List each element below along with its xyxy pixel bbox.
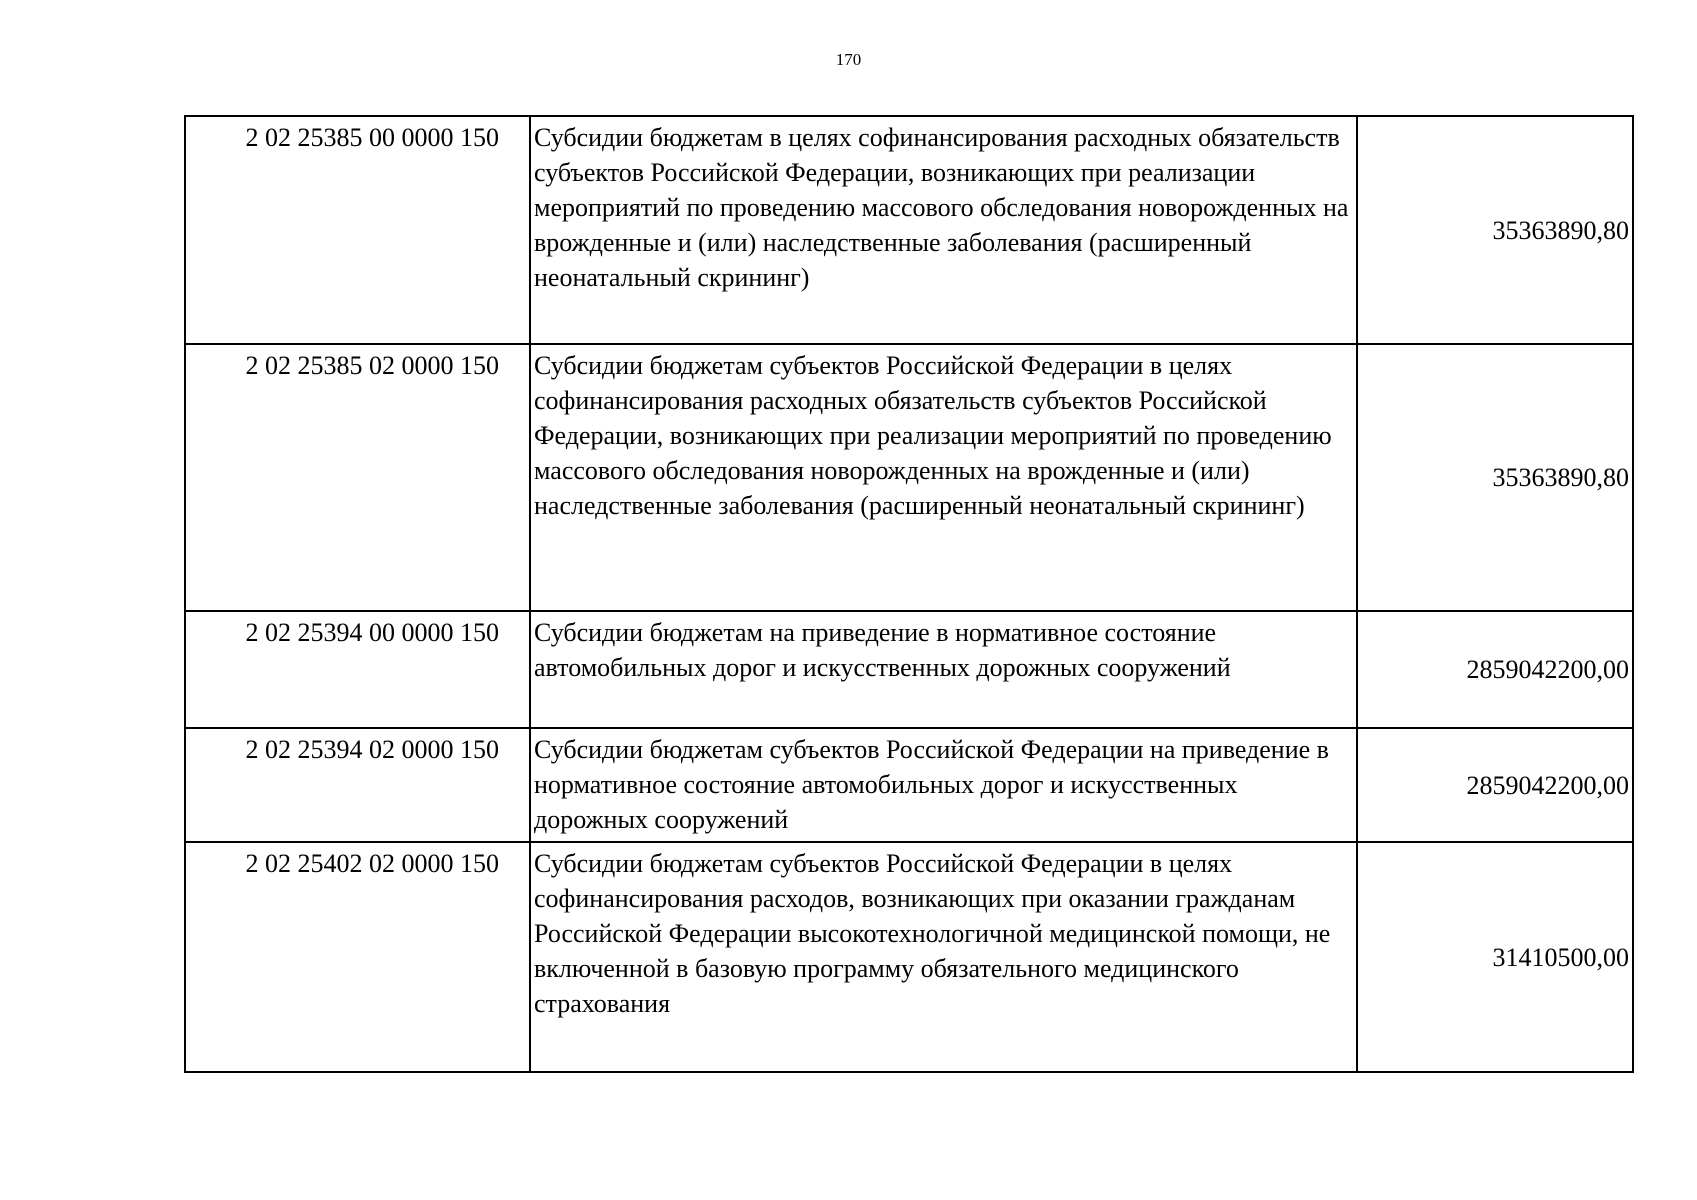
budget-code-cell: 2 02 25394 02 0000 150 (185, 728, 530, 842)
table-row (185, 116, 1633, 344)
description-cell: Субсидии бюджетам субъектов Российской Федерации в целях софинансирования расходов, возникающих при оказании гражданам Российской Федерации высокотехнологичной медицинской помощи, не включенной в базовую программу обязательного медицинского страхования (530, 842, 1357, 1072)
description-cell: Субсидии бюджетам на приведение в нормативное состояние автомобильных дорог и искусственных дорожных сооружений (530, 611, 1357, 728)
table-row (185, 611, 1633, 728)
description-cell: Субсидии бюджетам в целях софинансирования расходных обязательств субъектов Российской Федерации, возникающих при реализации мероприятий по проведению массового обследования новорожденных на врожденные и (или) наследственные заболевания (расширенный неонатальный скрининг) (530, 116, 1357, 344)
budget-code-cell: 2 02 25385 02 0000 150 (185, 344, 530, 611)
amount-cell: 35363890,80 (1357, 344, 1633, 611)
amount-cell: 2859042200,00 (1357, 728, 1633, 842)
table-row (185, 842, 1633, 1072)
amount-cell: 31410500,00 (1357, 842, 1633, 1072)
description-cell: Субсидии бюджетам субъектов Российской Федерации на приведение в нормативное состояние автомобильных дорог и искусственных дорожных сооружений (530, 728, 1357, 842)
table-row (185, 728, 1633, 842)
amount-cell: 2859042200,00 (1357, 611, 1633, 728)
page-number: 170 (835, 50, 862, 69)
budget-code-cell: 2 02 25385 00 0000 150 (185, 116, 530, 344)
budget-table (184, 115, 1634, 1073)
amount-cell: 35363890,80 (1357, 116, 1633, 344)
budget-code-cell: 2 02 25394 00 0000 150 (185, 611, 530, 728)
description-cell: Субсидии бюджетам субъектов Российской Федерации в целях софинансирования расходных обязательств субъектов Российской Федерации, возникающих при реализации мероприятий по проведению массового обследования новорожденных на врожденные и (или) наследственные заболевания (расширенный неонатальный скрининг) (530, 344, 1357, 611)
table-row (185, 344, 1633, 611)
budget-code-cell: 2 02 25402 02 0000 150 (185, 842, 530, 1072)
